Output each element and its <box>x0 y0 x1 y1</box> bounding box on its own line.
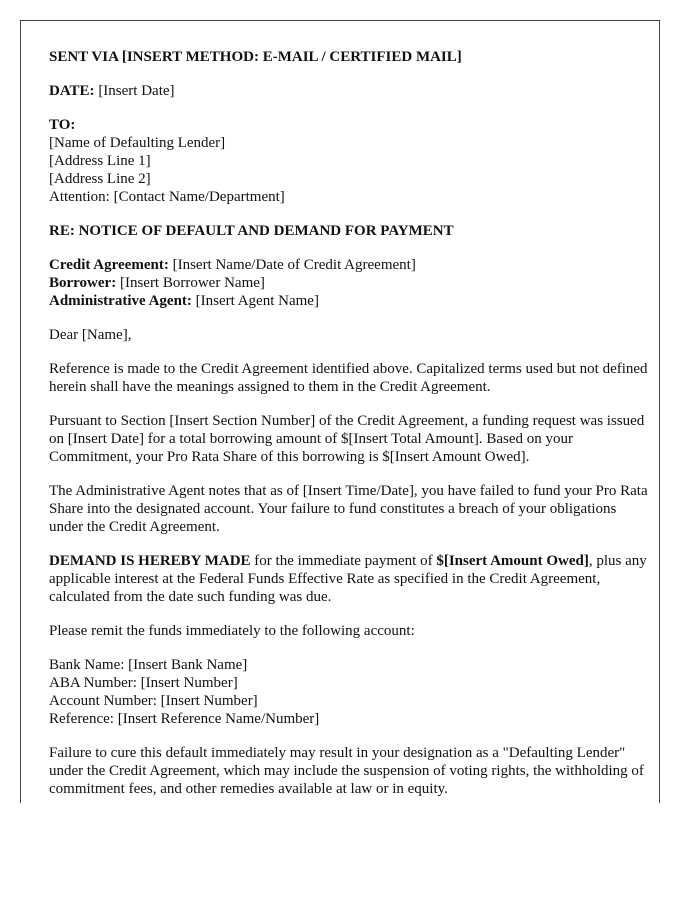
party-value: [Insert Name/Date of Credit Agreement] <box>168 257 416 273</box>
bank-line: Reference: [Insert Reference Name/Number] <box>49 711 320 727</box>
bank-details <box>49 656 649 728</box>
bank-line: Account Number: [Insert Number] <box>49 693 258 709</box>
bank-line: ABA Number: [Insert Number] <box>49 675 238 691</box>
paragraph-remit: Please remit the funds immediately to the following account: <box>49 623 415 639</box>
subject-text: RE: NOTICE OF DEFAULT AND DEMAND FOR PAYMENT <box>49 223 454 239</box>
party-label: Credit Agreement: <box>49 257 169 273</box>
sent-via-text: SENT VIA [INSERT METHOD: E-MAIL / CERTIFIED MAIL] <box>49 49 462 65</box>
recipient-line: [Address Line 1] <box>49 153 151 169</box>
date-label: DATE: <box>49 83 95 99</box>
date-value: [Insert Date] <box>94 83 175 99</box>
demand-heading: DEMAND IS HEREBY MADE <box>49 553 251 569</box>
paragraph-breach: The Administrative Agent notes that as of [Insert Time/Date], you have failed to fund your Pro Rata Share into the designated account. Your failure to fund constitutes a breach of your obligations under the Credit Agreement. <box>49 483 648 535</box>
to-label: TO: <box>49 117 76 133</box>
subject-line <box>49 222 649 240</box>
letter-body <box>49 48 649 814</box>
demand-mid: for the immediate payment of <box>250 553 437 569</box>
party-label: Borrower: <box>49 275 117 291</box>
paragraph-demand <box>49 552 649 606</box>
recipient-block <box>49 116 649 206</box>
recipient-line: [Name of Defaulting Lender] <box>49 135 226 151</box>
recipient-line: [Address Line 2] <box>49 171 151 187</box>
parties-block <box>49 256 649 310</box>
paragraph-consequences: Failure to cure this default immediately may result in your designation as a "Defaulting Lender" under the Credit Agreement, which may include the suspension of voting rights, the withholding of commitment fees, and other remedies available at law or in equity. <box>49 745 644 797</box>
salutation: Dear [Name], <box>49 327 132 343</box>
party-value: [Insert Agent Name] <box>191 293 319 309</box>
demand-rest: , plus any applicable interest at the Federal Funds Effective Rate as specified in the Credit Agreement, calculated from the date such funding was due. <box>49 553 647 605</box>
party-label: Administrative Agent: <box>49 293 192 309</box>
party-value: [Insert Borrower Name] <box>116 275 265 291</box>
paragraph-funding-request: Pursuant to Section [Insert Section Number] of the Credit Agreement, a funding request was issued on [Insert Date] for a total borrowing amount of $[Insert Total Amount]. Based on your Commitment, your Pro Rata Share of this borrowing is $[Insert Amount Owed]. <box>49 413 645 465</box>
demand-amount: $[Insert Amount Owed] <box>436 553 589 569</box>
paragraph-reference: Reference is made to the Credit Agreement identified above. Capitalized terms used but not defined herein shall have the meanings assigned to them in the Credit Agreement. <box>49 361 648 395</box>
sent-via-line <box>49 48 649 66</box>
bank-line: Bank Name: [Insert Bank Name] <box>49 657 248 673</box>
recipient-line: Attention: [Contact Name/Department] <box>49 189 285 205</box>
date-line <box>49 82 649 100</box>
